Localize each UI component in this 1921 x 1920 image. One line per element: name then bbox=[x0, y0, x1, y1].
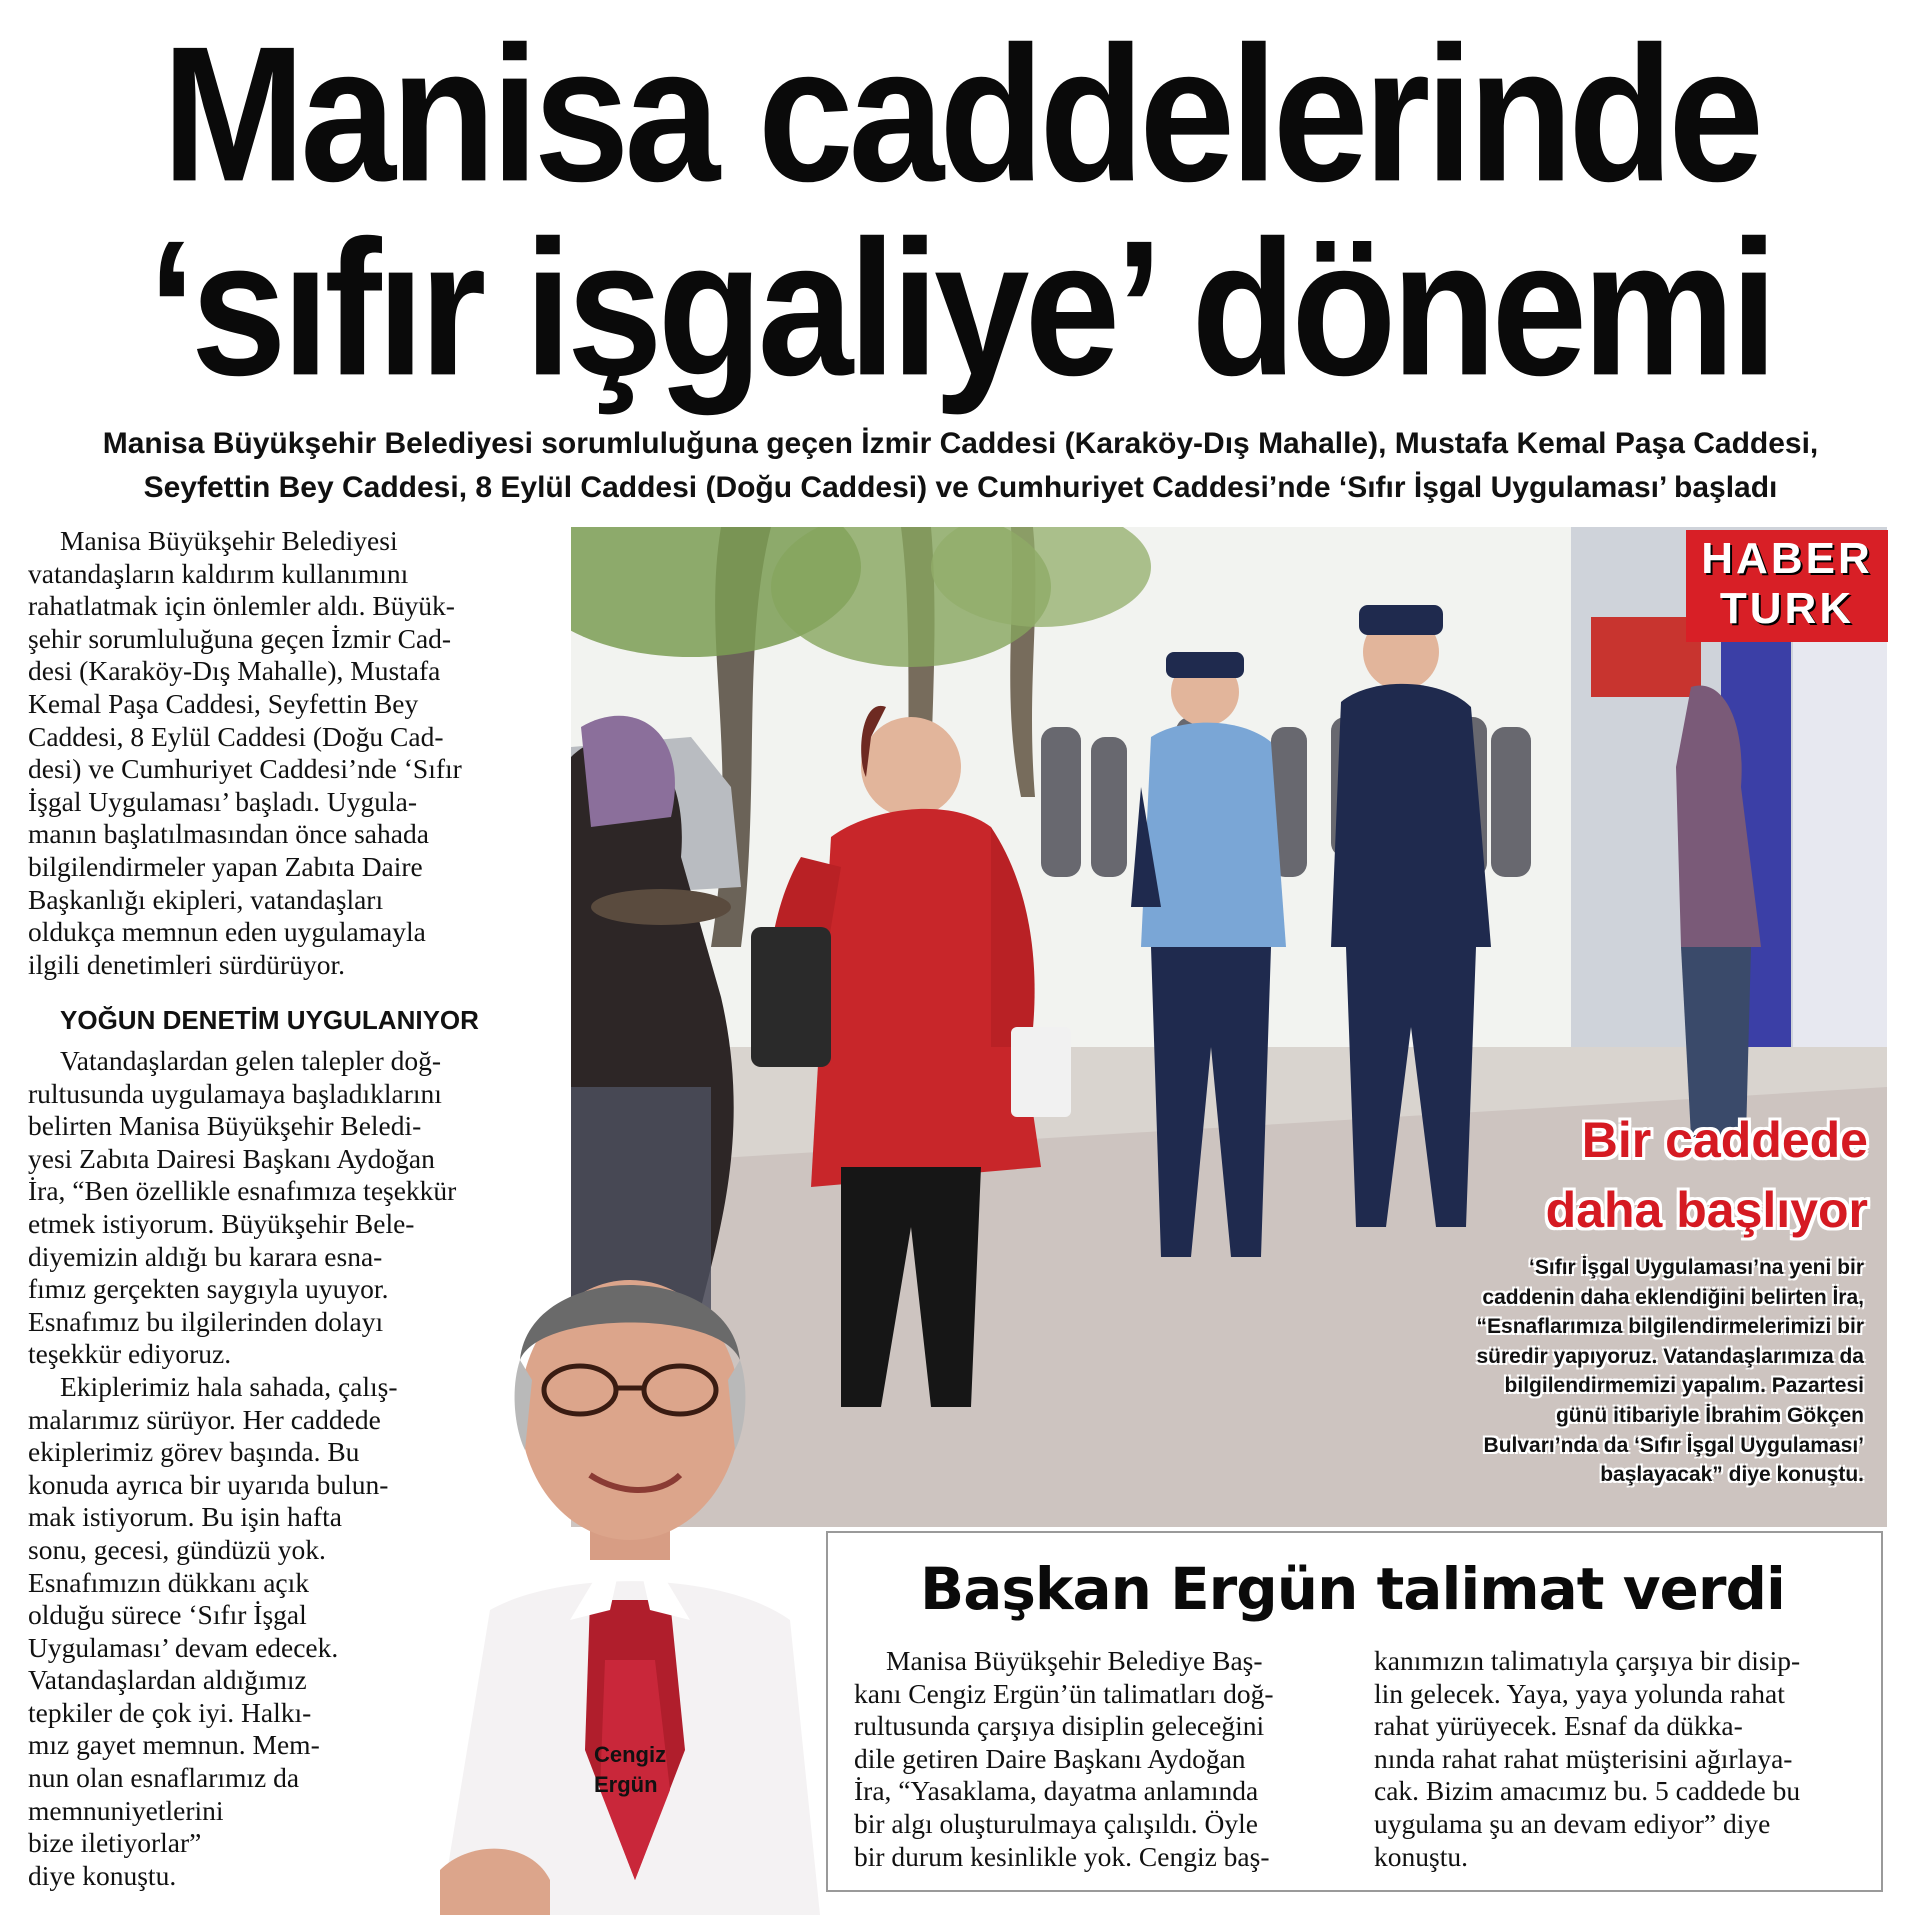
portrait-cengiz-ergun bbox=[440, 1190, 820, 1915]
logo-line-haber: HABER bbox=[1701, 534, 1873, 583]
body-line: İra, “Yasaklama, dayatma anlamında bbox=[854, 1775, 1259, 1807]
caption-line: caddenin daha eklendiğini belirten İra, bbox=[1482, 1285, 1864, 1309]
callout-caption bbox=[1300, 1253, 1864, 1490]
body-line: yesi Zabıta Dairesi Başkanı Aydoğan bbox=[28, 1142, 435, 1174]
body-line: Manisa Büyükşehir Belediyesi bbox=[60, 525, 398, 556]
body-line: vatandaşların kaldırım kullanımını bbox=[28, 557, 409, 589]
article-body-para-1 bbox=[28, 525, 548, 981]
deck-line-2: Seyfettin Bey Caddesi, 8 Eylül Caddesi (Doğu Caddesi) ve Cumhuriyet Caddesi’nde ‘Sıfır İşgal Uygulaması’ başladı bbox=[143, 471, 1778, 504]
body-line: bize iletiyorlar” bbox=[28, 1827, 202, 1859]
body-line: nun olan esnaflarımız da bbox=[28, 1762, 300, 1794]
body-line: teşekkür ediyoruz. bbox=[28, 1338, 232, 1370]
headline-line-1: Manisa caddelerinde bbox=[162, 6, 1759, 222]
caption-line: ‘Sıfır İşgal Uygulaması’na yeni bir bbox=[1529, 1256, 1864, 1279]
body-line: lin gelecek. Yaya, yaya yolunda rahat bbox=[1374, 1677, 1785, 1709]
body-line: diyemizin aldığı bu karara esna- bbox=[28, 1240, 383, 1272]
body-line: Esnafımız bu ilgilerinden dolayı bbox=[28, 1305, 384, 1337]
caption-line: başlayacak” diye konuştu. bbox=[1600, 1463, 1864, 1487]
body-line: bilgilendirmeler yapan Zabıta Daire bbox=[28, 850, 423, 882]
body-line: rahatlatmak için önlemler aldı. Büyük- bbox=[28, 590, 455, 622]
body-line: etmek istiyorum. Büyükşehir Bele- bbox=[28, 1207, 415, 1239]
body-line: belirten Manisa Büyükşehir Beledi- bbox=[28, 1110, 422, 1142]
body-line: Vatandaşlardan gelen talepler doğ- bbox=[60, 1045, 442, 1076]
body-line: malarımız sürüyor. Her caddede bbox=[28, 1403, 381, 1435]
body-line: oldukça memnun eden uygulamayla bbox=[28, 916, 426, 948]
body-line: Ekiplerimiz hala sahada, çalış- bbox=[60, 1370, 398, 1402]
body-line: desi) ve Cumhuriyet Caddesi’nde ‘Sıfır bbox=[28, 753, 462, 785]
body-line: uygulama şu an devam ediyor” diye bbox=[1374, 1807, 1771, 1839]
haberturk-logo bbox=[1686, 530, 1888, 642]
body-line: kanı Cengiz Ergün’ün talimatları doğ- bbox=[854, 1677, 1274, 1709]
deck-line-1: Manisa Büyükşehir Belediyesi sorumluluğuna geçen İzmir Caddesi (Karaköy-Dış Mahalle), Mustafa Kemal Paşa Caddesi, bbox=[102, 427, 1819, 460]
caption-line: günü itibariyle İbrahim Gökçen bbox=[1555, 1403, 1864, 1427]
portrait-name-line-2: Ergün bbox=[594, 1772, 658, 1797]
box-column-1 bbox=[854, 1645, 1334, 1873]
headline-line-2: ‘sıfır işgaliye’ dönemi bbox=[148, 200, 1773, 416]
caption-line: “Esnaflarımıza bilgilendirmelerimizi bir bbox=[1476, 1315, 1864, 1339]
body-line: nında rahat rahat müşterisini ağırlaya- bbox=[1374, 1742, 1793, 1774]
body-line: mak istiyorum. Bu işin hafta bbox=[28, 1501, 342, 1533]
body-line: ilgili denetimleri sürdürüyor. bbox=[28, 948, 345, 980]
portrait-name-line-1: Cengiz bbox=[594, 1742, 667, 1767]
body-line: bir algı oluşturulmaya çalışıldı. Öyle bbox=[854, 1807, 1259, 1839]
body-line: Esnafımızın dükkanı açık bbox=[28, 1566, 310, 1598]
body-line: desi (Karaköy-Dış Mahalle), Mustafa bbox=[28, 655, 441, 687]
box-title: Başkan Ergün talimat verdi bbox=[920, 1555, 1785, 1623]
body-line: rahat yürüyecek. Esnaf da dükka- bbox=[1374, 1710, 1743, 1742]
body-line: manın başlatılmasından önce sahada bbox=[28, 818, 429, 850]
body-line: İra, “Ben özellikle esnafımıza teşekkür bbox=[28, 1175, 457, 1207]
logo-line-turk: TURK bbox=[1719, 584, 1855, 633]
body-line: memnuniyetlerini bbox=[28, 1794, 224, 1826]
caption-line: Bulvarı’nda da ‘Sıfır İşgal Uygulaması’ bbox=[1483, 1433, 1864, 1457]
body-line: dile getiren Daire Başkanı Aydoğan bbox=[854, 1742, 1246, 1774]
body-line: konuştu. bbox=[1374, 1840, 1468, 1872]
caption-line: süredir yapıyoruz. Vatandaşlarımıza da bbox=[1476, 1344, 1864, 1368]
box-column-2 bbox=[1374, 1645, 1874, 1873]
callout-title-line-1: Bir caddede bbox=[1581, 1112, 1868, 1168]
body-line: Uygulaması’ devam edecek. bbox=[28, 1631, 339, 1663]
body-line: rultusunda çarşıya disiplin geleceğini bbox=[854, 1710, 1265, 1742]
body-line: İşgal Uygulaması’ başladı. Uygula- bbox=[28, 785, 417, 817]
body-line: mız gayet memnun. Mem- bbox=[28, 1729, 320, 1761]
portrait-illustration bbox=[440, 1190, 820, 1915]
body-line: şehir sorumluluğuna geçen İzmir Cad- bbox=[28, 622, 452, 654]
body-line: tepkiler de çok iyi. Halkı- bbox=[28, 1696, 312, 1728]
sidebar-box bbox=[826, 1531, 1883, 1892]
body-line: diye konuştu. bbox=[28, 1859, 177, 1891]
body-line: cak. Bizim amacımız bu. 5 caddede bu bbox=[1374, 1775, 1801, 1807]
body-line: Başkanlığı ekipleri, vatandaşları bbox=[28, 883, 384, 915]
body-line: Vatandaşlardan aldığımız bbox=[28, 1664, 307, 1696]
body-line: konuda ayrıca bir uyarıda bulun- bbox=[28, 1468, 389, 1500]
body-line: ekiplerimiz görev başında. Bu bbox=[28, 1436, 360, 1468]
body-line: kanımızın talimatıyla çarşıya bir disip- bbox=[1374, 1645, 1801, 1676]
caption-line: bilgilendirmemizi yapalım. Pazartesi bbox=[1504, 1374, 1864, 1398]
body-line: sonu, gecesi, gündüzü yok. bbox=[28, 1533, 326, 1565]
subhead: YOĞUN DENETİM UYGULANIYOR bbox=[60, 1005, 479, 1035]
body-line: Manisa Büyükşehir Belediye Baş- bbox=[886, 1645, 1263, 1676]
body-line: rultusunda uygulamaya başladıklarını bbox=[28, 1077, 442, 1109]
body-line: olduğu sürece ‘Sıfır İşgal bbox=[28, 1599, 307, 1631]
body-line: Caddesi, 8 Eylül Caddesi (Doğu Cad- bbox=[28, 720, 444, 752]
callout-title-line-2: daha başlıyor bbox=[1545, 1182, 1868, 1238]
body-line: Kemal Paşa Caddesi, Seyfettin Bey bbox=[28, 687, 419, 719]
body-line: fımız gerçekten saygıyla uyuyor. bbox=[28, 1273, 389, 1305]
body-line: bir durum kesinlikle yok. Cengiz baş- bbox=[854, 1840, 1270, 1872]
